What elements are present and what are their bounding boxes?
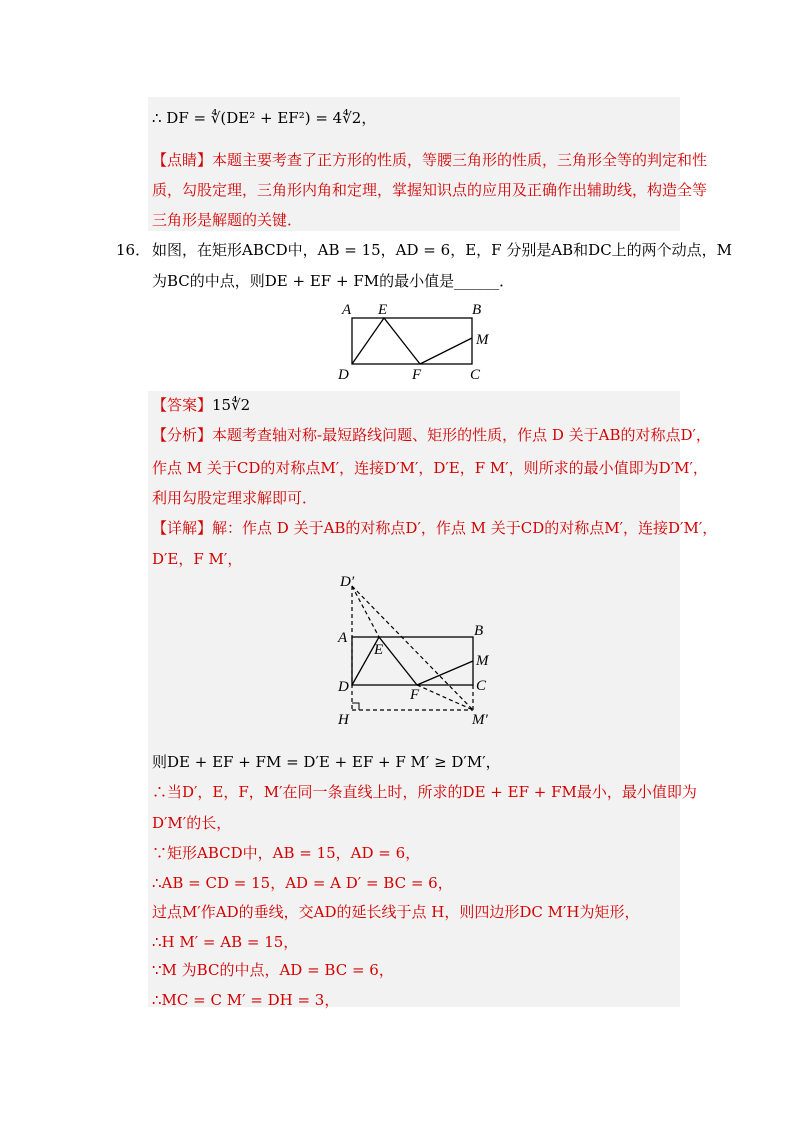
label-C: C [476,678,487,694]
step-4: ∵矩形ABCD中，AB = 15，AD = 6， [152,844,421,862]
label-M: M [476,653,489,669]
label-E: E [374,642,384,658]
analysis-line-3: 利用勾股定理求解即可． [152,489,318,507]
detail-line-1 [152,518,717,538]
label-Dprime: D′ [340,574,355,590]
analysis-text-1: 本题考查轴对称-最短路线问题、矩形的性质，作点 D 关于AB的对称点D′， [212,426,711,444]
comment-line-2: 质，勾股定理，三角形内角和定理，掌握知识点的应用及正确作出辅助线，构造全等 [152,181,708,199]
step-5: ∴AB = CD = 15，AD = A D′ = BC = 6， [152,874,453,892]
label-Mprime: M′ [472,712,488,728]
label-A: A [342,302,352,318]
label-F: F [412,367,422,383]
step-1: 则DE + EF + FM = D′E + EF + F M′ ≥ D′M′， [152,753,501,771]
label-M: M [476,332,489,348]
figure-reflection [332,572,512,732]
question-number: 16． [116,241,151,259]
question-line-1: 如图，在矩形ABCD中，AB = 15，AD = 6，E，F 分别是AB和DC上的两个动点，M [152,241,733,259]
question-line-2: 为BC的中点，则DE + EF + FM的最小值是______． [152,272,515,290]
comment-line-3: 三角形是解题的关键． [152,211,303,229]
analysis-line-1 [152,425,711,445]
step-7: ∴H M′ = AB = 15， [152,933,299,951]
detail-text-1: 解：作点 D 关于AB的对称点D′，作点 M 关于CD的对称点M′，连接D′M′， [212,519,718,537]
label-E: E [378,302,388,318]
label-C: C [470,367,481,383]
detail-label: 【详解】 [152,519,213,537]
step-2: ∴当D′，E，F，M′在同一条直线上时，所求的DE + EF + FM最小，最小值即为 [152,783,697,801]
df-formula: ∴ DF = ∜(DE² + EF²) = 4∜2， [152,109,377,127]
detail-line-2: D′E，F M′， [152,550,243,568]
label-B: B [472,302,482,318]
label-D: D [338,679,349,695]
answer-value: 15∜2 [212,396,251,414]
label-A: A [338,630,348,646]
analysis-label: 【分析】 [152,426,213,444]
step-9: ∴MC = C M′ = DH = 3， [152,991,340,1009]
comment-text: 本题主要考查了正方形的性质，等腰三角形的性质，三角形全等的判定和性 [212,151,708,169]
label-H: H [338,712,349,728]
label-D: D [338,367,349,383]
step-3: D′M′的长， [152,814,232,832]
analysis-line-2: 作点 M 关于CD的对称点M′，连接D′M′，D′E，F M′，则所求的最小值即为D′M′， [152,459,708,477]
label-F: F [410,687,420,703]
label-B: B [474,623,484,639]
answer-label: 【答案】 [152,396,213,414]
comment-line-1 [152,150,707,170]
comment-label: 【点睛】 [152,151,213,169]
step-6: 过点M′作AD的垂线，交AD的延长线于点 H，则四边形DC M′H为矩形， [152,903,640,921]
figure-rectangle-abcd [336,300,506,385]
answer-line [152,395,250,415]
step-8: ∵M 为BC的中点，AD = BC = 6， [152,961,394,979]
